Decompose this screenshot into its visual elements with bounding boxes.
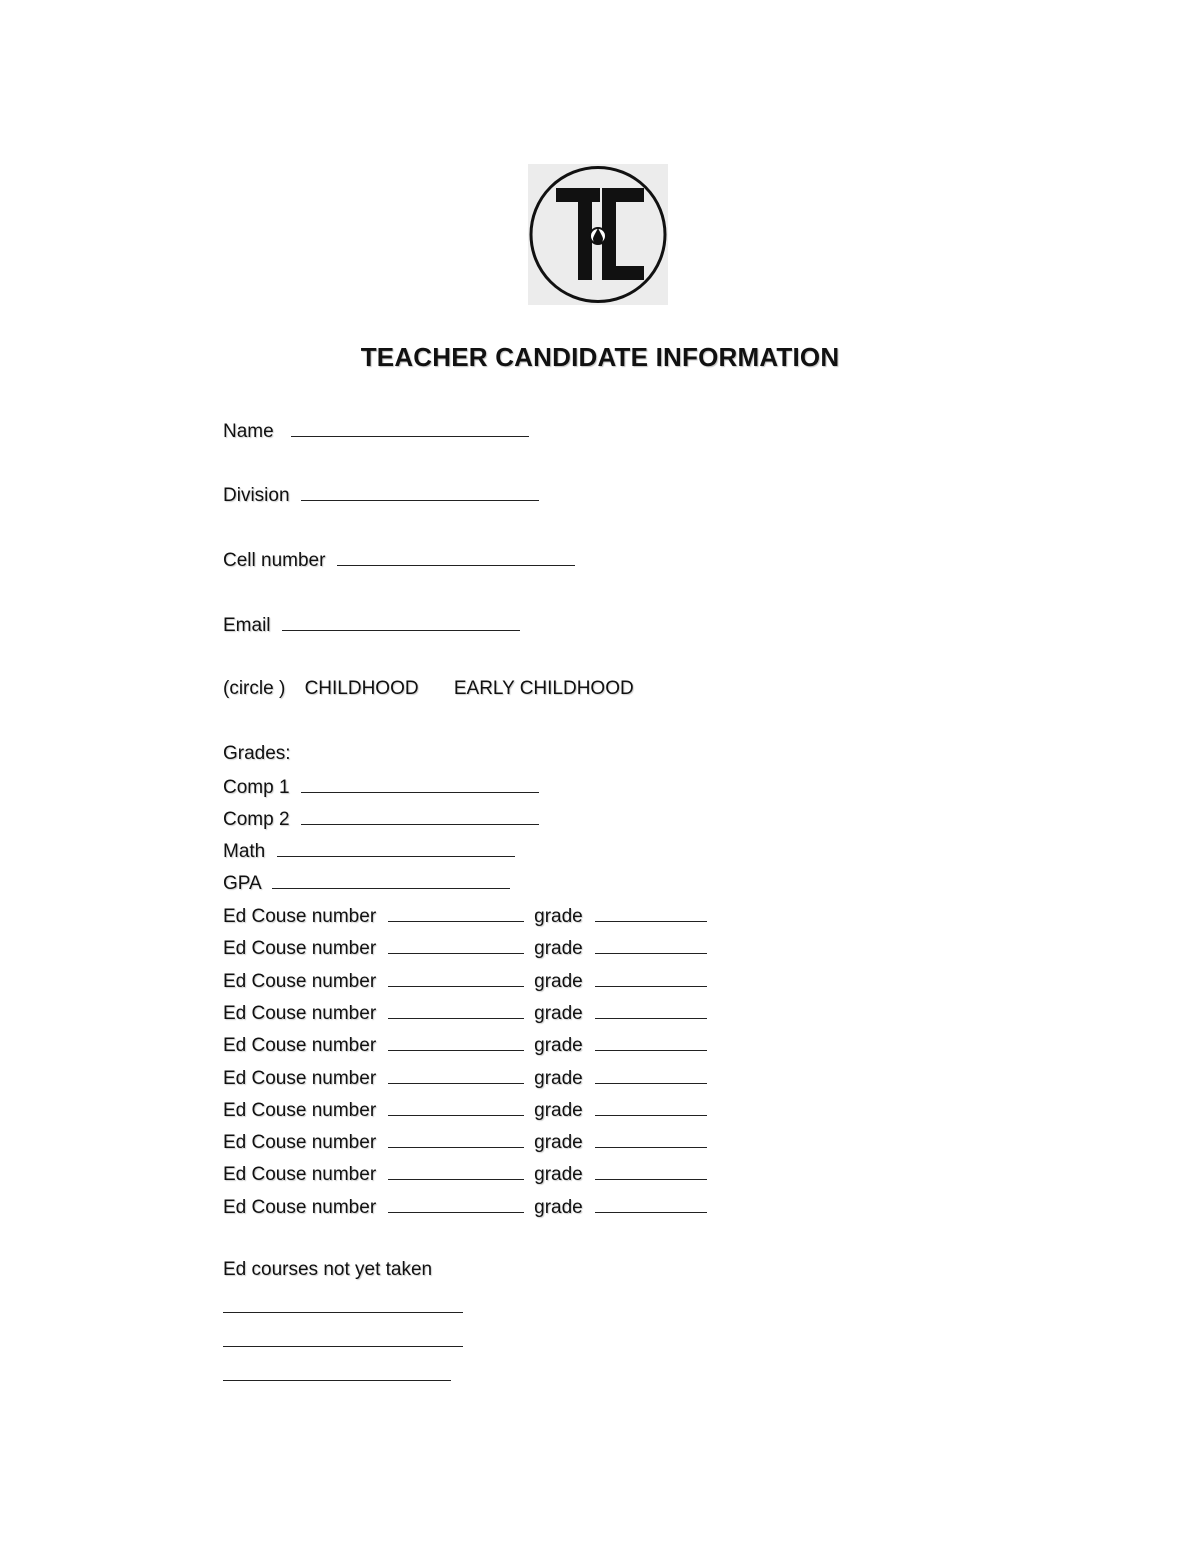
grade-label: grade <box>534 970 583 992</box>
name-label: Name <box>223 421 274 442</box>
ed-course-number-field[interactable] <box>388 1161 524 1180</box>
division-field[interactable] <box>301 482 539 501</box>
grade-field[interactable] <box>595 1129 707 1148</box>
circle-prompt: (circle ) <box>223 678 286 699</box>
division-label: Division <box>223 485 290 506</box>
grade-field[interactable] <box>595 935 707 954</box>
comp2-row <box>223 806 539 832</box>
grade-field[interactable] <box>595 968 707 987</box>
ed-course-label: Ed Couse number <box>223 1164 377 1186</box>
ed-course-label: Ed Couse number <box>223 906 377 927</box>
comp1-field[interactable] <box>301 774 539 793</box>
gpa-field[interactable] <box>272 870 510 889</box>
math-field[interactable] <box>277 838 515 857</box>
comp2-label: Comp 2 <box>223 809 290 830</box>
cell-field[interactable] <box>337 547 575 566</box>
cell-label: Cell number <box>223 550 326 571</box>
not-taken-line <box>223 1294 463 1320</box>
ed-course-row <box>223 1032 707 1058</box>
tc-logo-icon <box>528 164 668 305</box>
ed-course-number-field[interactable] <box>388 1097 524 1116</box>
name-field[interactable] <box>291 418 529 437</box>
ed-course-label: Ed Couse number <box>223 970 377 992</box>
ed-course-label: Ed Couse number <box>223 1196 377 1218</box>
ed-course-label: Ed Couse number <box>223 938 377 960</box>
ed-course-row <box>223 1097 707 1123</box>
gpa-label: GPA <box>223 873 261 894</box>
not-taken-field[interactable] <box>223 1294 463 1313</box>
ed-course-number-field[interactable] <box>388 903 524 922</box>
grade-field[interactable] <box>595 1161 707 1180</box>
option-childhood[interactable]: CHILDHOOD <box>304 678 419 699</box>
grades-heading: Grades: <box>223 743 291 764</box>
grade-field[interactable] <box>595 1032 707 1051</box>
math-label: Math <box>223 841 266 862</box>
comp2-field[interactable] <box>301 806 539 825</box>
not-taken-line <box>223 1362 451 1388</box>
logo <box>528 164 668 305</box>
ed-course-label: Ed Couse number <box>223 1099 377 1121</box>
name-row <box>223 418 529 444</box>
not-taken-heading: Ed courses not yet taken <box>223 1259 433 1280</box>
ed-course-number-field[interactable] <box>388 1129 524 1148</box>
cell-row <box>223 547 575 573</box>
ed-course-number-field[interactable] <box>388 1194 524 1213</box>
ed-course-number-field[interactable] <box>388 1065 524 1084</box>
grade-label: grade <box>534 1035 583 1057</box>
ed-course-label: Ed Couse number <box>223 1067 377 1089</box>
grade-label: grade <box>534 1196 583 1218</box>
ed-course-row <box>223 1161 707 1187</box>
grade-label: grade <box>534 938 583 960</box>
not-taken-field[interactable] <box>223 1328 463 1347</box>
math-row <box>223 838 515 864</box>
grade-field[interactable] <box>595 1194 707 1213</box>
ed-course-number-field[interactable] <box>388 1000 524 1019</box>
option-early-childhood[interactable]: EARLY CHILDHOOD <box>453 678 634 699</box>
grade-field[interactable] <box>595 903 707 922</box>
ed-course-row <box>223 1065 707 1091</box>
ed-course-number-field[interactable] <box>388 935 524 954</box>
ed-course-row <box>223 968 707 994</box>
ed-course-row <box>223 1129 707 1155</box>
email-field[interactable] <box>282 612 520 631</box>
email-row <box>223 612 520 638</box>
grade-field[interactable] <box>595 1097 707 1116</box>
program-choice-row <box>223 677 634 701</box>
ed-course-row <box>223 935 707 961</box>
comp1-row <box>223 774 539 800</box>
gpa-row <box>223 870 510 896</box>
grade-label: grade <box>534 1164 583 1186</box>
ed-course-row <box>223 1000 707 1026</box>
ed-course-number-field[interactable] <box>388 1032 524 1051</box>
division-row <box>223 482 539 508</box>
page-title: TEACHER CANDIDATE INFORMATION <box>360 342 840 372</box>
grade-label: grade <box>534 1002 583 1024</box>
not-taken-field[interactable] <box>223 1362 451 1381</box>
comp1-label: Comp 1 <box>223 777 290 798</box>
grade-field[interactable] <box>595 1065 707 1084</box>
ed-course-label: Ed Couse number <box>223 1035 377 1057</box>
ed-course-number-field[interactable] <box>388 968 524 987</box>
ed-course-label: Ed Couse number <box>223 1132 377 1154</box>
grade-field[interactable] <box>595 1000 707 1019</box>
grade-label: grade <box>534 1132 583 1154</box>
ed-course-row <box>223 1194 707 1220</box>
ed-course-label: Ed Couse number <box>223 1002 377 1024</box>
grade-label: grade <box>534 1067 583 1089</box>
grade-label: grade <box>534 1099 583 1121</box>
not-taken-line <box>223 1328 463 1354</box>
email-label: Email <box>223 615 271 636</box>
ed-course-row <box>223 903 707 929</box>
grade-label: grade <box>534 906 583 927</box>
